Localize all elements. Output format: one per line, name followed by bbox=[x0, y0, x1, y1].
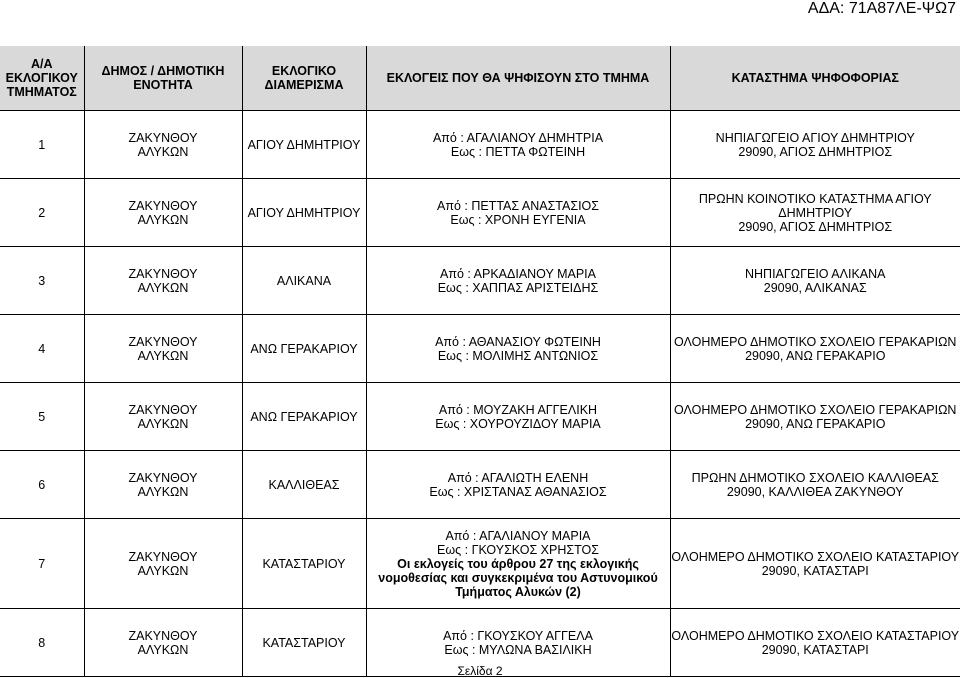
header-line: ΔΗΜΟΣ / ΔΗΜΟΤΙΚΗ bbox=[101, 64, 225, 78]
cell-line: ΑΓΙΟΥ ΔΗΜΗΤΡΙΟΥ bbox=[247, 137, 361, 152]
voters-cell bbox=[366, 383, 670, 451]
municipality-cell bbox=[84, 179, 242, 247]
cell-line: ΑΛΙΚΑΝΑ bbox=[276, 273, 332, 288]
cell-line: Εως : ΧΑΠΠΑΣ ΑΡΙΣΤΕΙΔΗΣ bbox=[437, 280, 599, 295]
header-station bbox=[670, 46, 960, 111]
section-number-cell bbox=[0, 519, 84, 609]
municipality-cell bbox=[84, 247, 242, 315]
station-cell bbox=[670, 519, 960, 609]
station-cell bbox=[670, 451, 960, 519]
cell-line: 6 bbox=[38, 477, 46, 492]
cell-line: Τμήματος Αλυκών (2) bbox=[455, 584, 581, 599]
cell-line: ΝΗΠΙΑΓΩΓΕΙΟ ΑΛΙΚΑΝΑ bbox=[744, 266, 886, 281]
header-section-number bbox=[0, 46, 84, 111]
table-row bbox=[0, 179, 960, 247]
header-line: ΔΙΑΜΕΡΙΣΜΑ bbox=[264, 78, 344, 92]
cell-line: ΑΛΥΚΩΝ bbox=[137, 563, 189, 578]
header-line: ΕΝΟΤΗΤΑ bbox=[133, 78, 193, 92]
table-row bbox=[0, 451, 960, 519]
cell-line: Από : ΜΟΥΖΑΚΗ ΑΓΓΕΛΙΚΗ bbox=[438, 402, 598, 417]
table-row bbox=[0, 383, 960, 451]
table-row bbox=[0, 247, 960, 315]
section-number-cell bbox=[0, 383, 84, 451]
cell-line: Από : ΓΚΟΥΣΚΟΥ ΑΓΓΕΛΑ bbox=[443, 628, 593, 643]
cell-line: ΖΑΚΥΝΘΟΥ bbox=[128, 549, 198, 564]
district-cell bbox=[242, 179, 366, 247]
cell-line: ΑΛΥΚΩΝ bbox=[137, 212, 189, 227]
document-code: ΑΔΑ: 71Α87ΛΕ-ΨΩ7 bbox=[807, 0, 956, 17]
cell-line: ΠΡΩΗΝ ΚΟΙΝΟΤΙΚΟ ΚΑΤΑΣΤΗΜΑ ΑΓΙΟΥ ΔΗΜΗΤΡΙΟΥ bbox=[698, 191, 932, 220]
cell-line: ΑΛΥΚΩΝ bbox=[137, 484, 189, 499]
cell-line: 29090, ΚΑΛΛΙΘΕΑ ΖΑΚΥΝΘΟΥ bbox=[726, 484, 904, 499]
station-cell bbox=[670, 383, 960, 451]
cell-line: ΟΛΟΗΜΕΡΟ ΔΗΜΟΤΙΚΟ ΣΧΟΛΕΙΟ ΓΕΡΑΚΑΡΙΩΝ bbox=[674, 334, 957, 349]
cell-line: Εως : ΠΕΤΤΑ ΦΩΤΕΙΝΗ bbox=[450, 144, 586, 159]
voters-cell bbox=[366, 179, 670, 247]
header-line: Α/Α bbox=[30, 57, 53, 71]
cell-line: ΖΑΚΥΝΘΟΥ bbox=[128, 130, 198, 145]
cell-line: 29090, ΑΝΩ ΓΕΡΑΚΑΡΙΟ bbox=[745, 416, 886, 431]
cell-line: 5 bbox=[38, 409, 46, 424]
municipality-cell bbox=[84, 111, 242, 179]
cell-line: 29090, ΚΑΤΑΣΤΑΡΙ bbox=[761, 563, 869, 578]
cell-line: 4 bbox=[38, 341, 46, 356]
cell-line: Εως : ΧΡΟΝΗ ΕΥΓΕΝΙΑ bbox=[450, 212, 586, 227]
header-line: ΤΜΗΜΑΤΟΣ bbox=[6, 85, 77, 99]
cell-line: 7 bbox=[38, 556, 46, 571]
section-number-cell bbox=[0, 247, 84, 315]
cell-line: ΖΑΚΥΝΘΟΥ bbox=[128, 628, 198, 643]
cell-line: Από : ΑΓΑΛΙΑΝΟΥ ΔΗΜΗΤΡΙΑ bbox=[432, 130, 604, 145]
cell-line: ΠΡΩΗΝ ΔΗΜΟΤΙΚΟ ΣΧΟΛΕΙΟ ΚΑΛΛΙΘΕΑΣ bbox=[691, 470, 939, 485]
municipality-cell bbox=[84, 519, 242, 609]
cell-line: ΖΑΚΥΝΘΟΥ bbox=[128, 266, 198, 281]
cell-line: ΟΛΟΗΜΕΡΟ ΔΗΜΟΤΙΚΟ ΣΧΟΛΕΙΟ ΓΕΡΑΚΑΡΙΩΝ bbox=[674, 402, 957, 417]
header-line: ΕΚΛΟΓΙΚΟΥ bbox=[5, 71, 78, 85]
cell-line: ΑΝΩ ΓΕΡΑΚΑΡΙΟΥ bbox=[250, 341, 358, 356]
cell-line: Από : ΑΘΑΝΑΣΙΟΥ ΦΩΤΕΙΝΗ bbox=[435, 334, 601, 349]
section-number-cell bbox=[0, 111, 84, 179]
municipality-cell bbox=[84, 383, 242, 451]
cell-line: ΑΝΩ ΓΕΡΑΚΑΡΙΟΥ bbox=[250, 409, 358, 424]
header-line: ΚΑΤΑΣΤΗΜΑ ΨΗΦΟΦΟΡΙΑΣ bbox=[731, 71, 899, 85]
cell-line: 1 bbox=[38, 137, 46, 152]
cell-line: Εως : ΜΥΛΩΝΑ ΒΑΣΙΛΙΚΗ bbox=[444, 642, 592, 657]
municipality-cell bbox=[84, 451, 242, 519]
cell-line: Από : ΑΡΚΑΔΙΑΝΟΥ ΜΑΡΙΑ bbox=[440, 266, 596, 281]
voters-cell bbox=[366, 111, 670, 179]
section-number-cell bbox=[0, 451, 84, 519]
voters-cell bbox=[366, 247, 670, 315]
cell-line: 3 bbox=[38, 273, 46, 288]
station-cell bbox=[670, 315, 960, 383]
station-cell bbox=[670, 179, 960, 247]
cell-line: 29090, ΚΑΤΑΣΤΑΡΙ bbox=[761, 642, 869, 657]
table-row bbox=[0, 315, 960, 383]
municipality-cell bbox=[84, 315, 242, 383]
cell-line: Εως : ΧΟΥΡΟΥΖΙΔΟΥ ΜΑΡΙΑ bbox=[435, 416, 601, 431]
cell-line: ΑΛΥΚΩΝ bbox=[137, 144, 189, 159]
cell-line: 29090, ΑΝΩ ΓΕΡΑΚΑΡΙΟ bbox=[745, 348, 886, 363]
cell-line: ΖΑΚΥΝΘΟΥ bbox=[128, 198, 198, 213]
voters-cell bbox=[366, 519, 670, 609]
cell-line: ΖΑΚΥΝΘΟΥ bbox=[128, 334, 198, 349]
district-cell bbox=[242, 111, 366, 179]
cell-line: Από : ΠΕΤΤΑΣ ΑΝΑΣΤΑΣΙΟΣ bbox=[436, 198, 599, 213]
cell-line: ΑΓΙΟΥ ΔΗΜΗΤΡΙΟΥ bbox=[247, 205, 361, 220]
cell-line: ΖΑΚΥΝΘΟΥ bbox=[128, 402, 198, 417]
cell-line: 8 bbox=[38, 635, 46, 650]
polling-stations-table bbox=[0, 46, 960, 677]
cell-line: 29090, ΑΓΙΟΣ ΔΗΜΗΤΡΙΟΣ bbox=[738, 219, 893, 234]
cell-line: Εως : ΓΚΟΥΣΚΟΣ ΧΡΗΣΤΟΣ bbox=[437, 542, 599, 557]
cell-line: 2 bbox=[38, 205, 46, 220]
cell-line: ΚΑΤΑΣΤΑΡΙΟΥ bbox=[262, 635, 346, 650]
cell-line: Από : ΑΓΑΛΙΑΝΟΥ ΜΑΡΙΑ bbox=[445, 528, 591, 543]
cell-line: Από : ΑΓΑΛΙΩΤΗ ΕΛΕΝΗ bbox=[447, 470, 589, 485]
cell-line: ΑΛΥΚΩΝ bbox=[137, 280, 189, 295]
cell-line: Εως : ΜΟΛΙΜΗΣ ΑΝΤΩΝΙΟΣ bbox=[437, 348, 599, 363]
header-district bbox=[242, 46, 366, 111]
cell-line: νομοθεσίας και συγκεκριμένα του Αστυνομικού bbox=[378, 570, 658, 585]
voters-cell bbox=[366, 315, 670, 383]
district-cell bbox=[242, 519, 366, 609]
cell-line: ΚΑΛΛΙΘΕΑΣ bbox=[268, 477, 340, 492]
header-line: ΕΚΛΟΓΕΙΣ ΠΟΥ ΘΑ ΨΗΦΙΣΟΥΝ ΣΤΟ ΤΜΗΜΑ bbox=[386, 71, 650, 85]
cell-line: ΟΛΟΗΜΕΡΟ ΔΗΜΟΤΙΚΟ ΣΧΟΛΕΙΟ ΚΑΤΑΣΤΑΡΙΟΥ bbox=[671, 549, 960, 564]
district-cell bbox=[242, 451, 366, 519]
district-cell bbox=[242, 383, 366, 451]
table-header-row bbox=[0, 46, 960, 111]
cell-line: ΚΑΤΑΣΤΑΡΙΟΥ bbox=[262, 556, 346, 571]
cell-line: ΑΛΥΚΩΝ bbox=[137, 348, 189, 363]
station-cell bbox=[670, 247, 960, 315]
cell-line: 29090, ΑΓΙΟΣ ΔΗΜΗΤΡΙΟΣ bbox=[738, 144, 893, 159]
table-row bbox=[0, 519, 960, 609]
section-number-cell bbox=[0, 315, 84, 383]
cell-line: ΑΛΥΚΩΝ bbox=[137, 642, 189, 657]
header-voters bbox=[366, 46, 670, 111]
station-cell bbox=[670, 111, 960, 179]
cell-line: 29090, ΑΛΙΚΑΝΑΣ bbox=[763, 280, 867, 295]
voters-cell bbox=[366, 451, 670, 519]
district-cell bbox=[242, 247, 366, 315]
cell-line: ΝΗΠΙΑΓΩΓΕΙΟ ΑΓΙΟΥ ΔΗΜΗΤΡΙΟΥ bbox=[715, 130, 915, 145]
cell-line: ΖΑΚΥΝΘΟΥ bbox=[128, 470, 198, 485]
cell-line: Εως : ΧΡΙΣΤΑΝΑΣ ΑΘΑΝΑΣΙΟΣ bbox=[429, 484, 607, 499]
header-municipality bbox=[84, 46, 242, 111]
cell-line: Οι εκλογείς του άρθρου 27 της εκλογικής bbox=[397, 556, 639, 571]
cell-line: ΑΛΥΚΩΝ bbox=[137, 416, 189, 431]
district-cell bbox=[242, 315, 366, 383]
section-number-cell bbox=[0, 179, 84, 247]
table-row bbox=[0, 111, 960, 179]
cell-line: ΟΛΟΗΜΕΡΟ ΔΗΜΟΤΙΚΟ ΣΧΟΛΕΙΟ ΚΑΤΑΣΤΑΡΙΟΥ bbox=[671, 628, 960, 643]
page-number: Σελίδα 2 bbox=[457, 664, 503, 678]
header-line: ΕΚΛΟΓΙΚΟ bbox=[271, 64, 337, 78]
